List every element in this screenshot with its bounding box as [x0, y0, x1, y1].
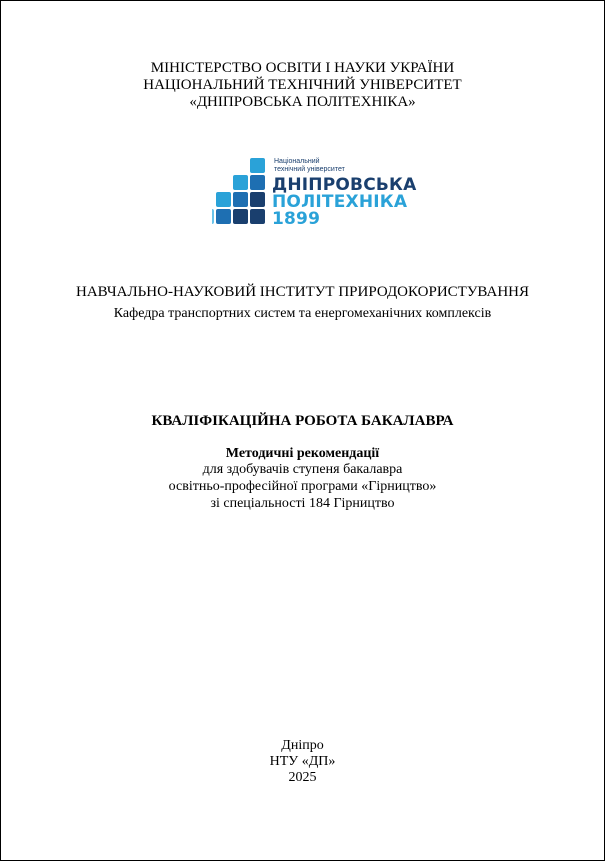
work-subtitle: Методичні рекомендації: [225, 446, 380, 461]
work-audience: для здобувачів ступеня бакалавра: [202, 462, 403, 477]
publication-city: Дніпро: [281, 738, 324, 753]
logo-subtitle: [274, 158, 345, 174]
logo-year: 1899: [272, 209, 321, 229]
logo-squares-icon: [212, 156, 272, 232]
ministry-heading: МІНІСТЕРСТВО ОСВІТИ І НАУКИ УКРАЇНИ: [150, 60, 455, 76]
work-specialty: зі спеціальності 184 Гірництво: [210, 496, 395, 511]
university-logo: [212, 156, 417, 232]
work-program: освітньо-професійної програми «Гірництво»: [168, 479, 437, 494]
work-title: КВАЛІФІКАЦІЙНА РОБОТА БАКАЛАВРА: [151, 413, 454, 429]
university-name: «ДНІПРОВСЬКА ПОЛІТЕХНІКА»: [189, 94, 416, 110]
publisher: НТУ «ДП»: [269, 754, 336, 769]
publication-year: 2025: [288, 770, 317, 785]
department-name: Кафедра транспортних систем та енергомеханічних комплексів: [113, 306, 492, 321]
logo-line1: ДНІПРОВСЬКА: [272, 175, 417, 195]
logo-line2: ПОЛІТЕХНІКА: [272, 192, 408, 212]
institute-name: НАВЧАЛЬНО-НАУКОВИЙ ІНСТИТУТ ПРИРОДОКОРИСТУВАННЯ: [76, 284, 529, 300]
university-heading: НАЦІОНАЛЬНИЙ ТЕХНІЧНИЙ УНІВЕРСИТЕТ: [143, 77, 462, 93]
logo-subtitle-line2: технічний університет: [274, 166, 345, 173]
logo-subtitle-line1: Національний: [274, 158, 320, 165]
